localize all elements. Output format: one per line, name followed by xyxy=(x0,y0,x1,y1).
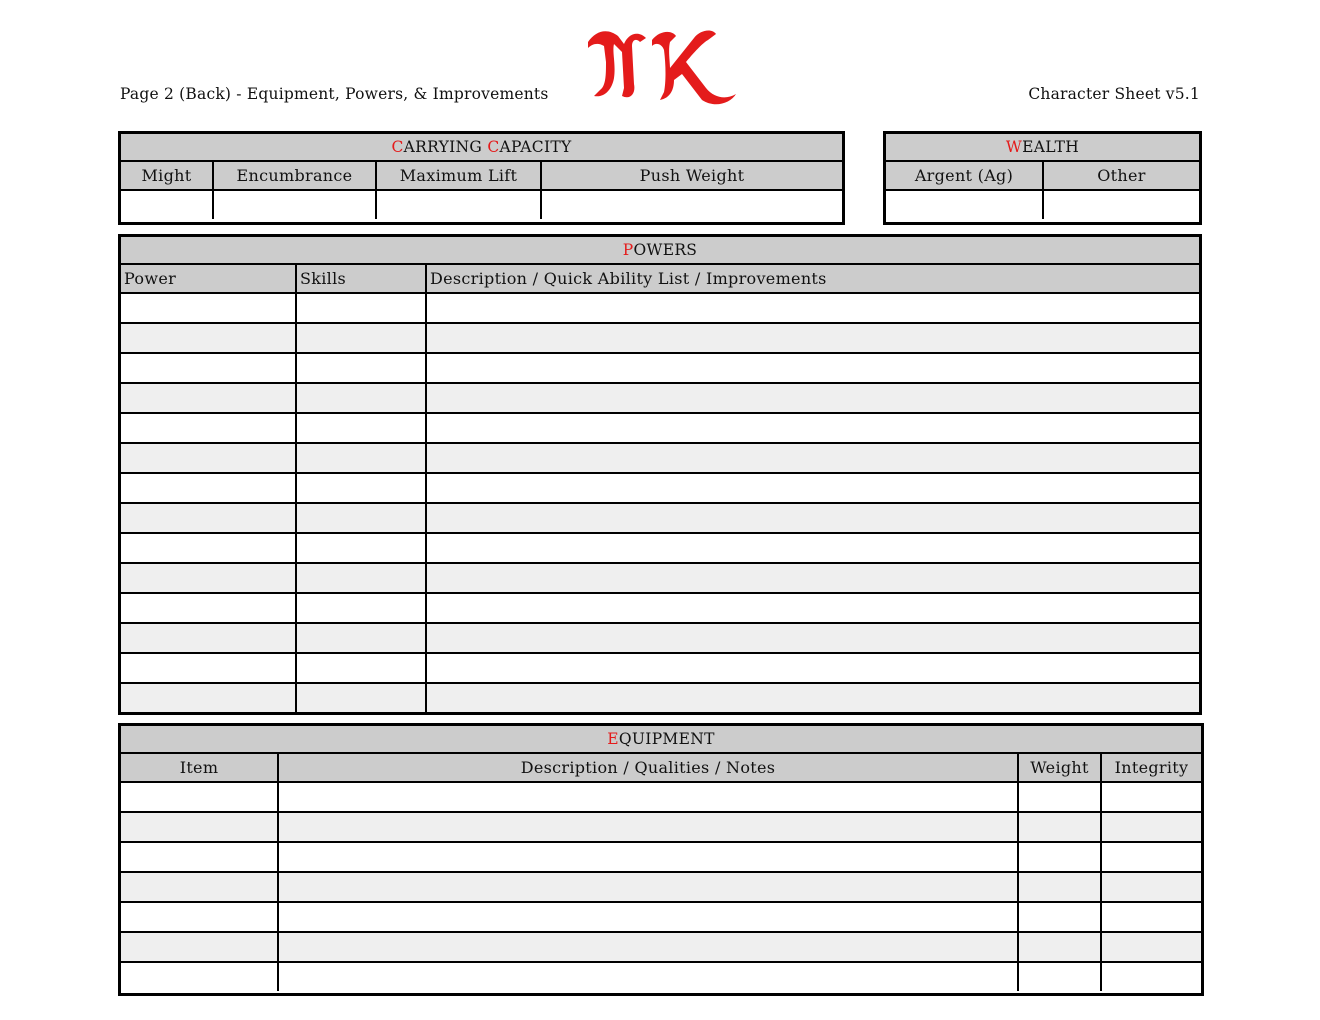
weight-cell[interactable] xyxy=(1018,812,1101,842)
col-encumbrance: Encumbrance xyxy=(213,161,376,190)
integrity-cell[interactable] xyxy=(1101,962,1201,991)
item-cell[interactable] xyxy=(121,902,278,932)
col-push-weight: Push Weight xyxy=(541,161,842,190)
power-cell[interactable] xyxy=(121,683,296,712)
other-wealth-field[interactable] xyxy=(1043,190,1199,219)
col-integrity: Integrity xyxy=(1101,753,1201,782)
carrying-capacity-section xyxy=(118,131,845,225)
table-row xyxy=(121,323,1199,353)
power-cell[interactable] xyxy=(121,623,296,653)
might-field[interactable] xyxy=(121,190,213,219)
push-weight-field[interactable] xyxy=(541,190,842,219)
table-row xyxy=(121,842,1201,872)
power-cell[interactable] xyxy=(121,443,296,473)
skills-cell[interactable] xyxy=(296,563,426,593)
equipment-description-cell[interactable] xyxy=(278,812,1018,842)
skills-cell[interactable] xyxy=(296,323,426,353)
power-description-cell[interactable] xyxy=(426,323,1199,353)
maximum-lift-field[interactable] xyxy=(376,190,541,219)
power-description-cell[interactable] xyxy=(426,293,1199,323)
skills-cell[interactable] xyxy=(296,533,426,563)
item-cell[interactable] xyxy=(121,932,278,962)
power-description-cell[interactable] xyxy=(426,413,1199,443)
powers-section xyxy=(118,234,1202,715)
carrying-capacity-title: CARRYING CAPACITY xyxy=(121,134,842,161)
table-row xyxy=(121,293,1199,323)
col-other: Other xyxy=(1043,161,1199,190)
item-cell[interactable] xyxy=(121,842,278,872)
item-cell[interactable] xyxy=(121,782,278,812)
table-row xyxy=(121,932,1201,962)
table-row xyxy=(121,533,1199,563)
power-cell[interactable] xyxy=(121,323,296,353)
col-maximum-lift: Maximum Lift xyxy=(376,161,541,190)
table-row xyxy=(121,683,1199,712)
table-row xyxy=(121,872,1201,902)
table-row xyxy=(121,503,1199,533)
power-description-cell[interactable] xyxy=(426,623,1199,653)
integrity-cell[interactable] xyxy=(1101,932,1201,962)
weight-cell[interactable] xyxy=(1018,932,1101,962)
col-skills: Skills xyxy=(296,264,426,293)
weight-cell[interactable] xyxy=(1018,902,1101,932)
item-cell[interactable] xyxy=(121,872,278,902)
weight-cell[interactable] xyxy=(1018,782,1101,812)
col-equipment-description: Description / Qualities / Notes xyxy=(278,753,1018,782)
table-row xyxy=(121,353,1199,383)
table-row xyxy=(121,812,1201,842)
skills-cell[interactable] xyxy=(296,653,426,683)
skills-cell[interactable] xyxy=(296,683,426,712)
equipment-title: EQUIPMENT xyxy=(121,726,1201,753)
wealth-section xyxy=(883,131,1202,225)
power-description-cell[interactable] xyxy=(426,533,1199,563)
skills-cell[interactable] xyxy=(296,353,426,383)
powers-title: POWERS xyxy=(121,237,1199,264)
power-description-cell[interactable] xyxy=(426,563,1199,593)
equipment-section xyxy=(118,723,1204,996)
power-description-cell[interactable] xyxy=(426,383,1199,413)
argent-field[interactable] xyxy=(886,190,1043,219)
power-cell[interactable] xyxy=(121,653,296,683)
skills-cell[interactable] xyxy=(296,623,426,653)
col-might: Might xyxy=(121,161,213,190)
equipment-description-cell[interactable] xyxy=(278,782,1018,812)
skills-cell[interactable] xyxy=(296,413,426,443)
equipment-description-cell[interactable] xyxy=(278,962,1018,991)
skills-cell[interactable] xyxy=(296,383,426,413)
encumbrance-field[interactable] xyxy=(213,190,376,219)
integrity-cell[interactable] xyxy=(1101,782,1201,812)
col-power: Power xyxy=(121,264,296,293)
table-row xyxy=(121,413,1199,443)
wealth-title: WEALTH xyxy=(886,134,1199,161)
power-cell[interactable] xyxy=(121,473,296,503)
table-row xyxy=(121,653,1199,683)
skills-cell[interactable] xyxy=(296,503,426,533)
item-cell[interactable] xyxy=(121,962,278,991)
table-row xyxy=(121,593,1199,623)
table-row xyxy=(121,782,1201,812)
sheet-version: Character Sheet v5.1 xyxy=(1028,85,1200,103)
power-description-cell[interactable] xyxy=(426,473,1199,503)
col-item: Item xyxy=(121,753,278,782)
power-cell[interactable] xyxy=(121,503,296,533)
table-row xyxy=(121,962,1201,991)
mk-logo xyxy=(578,22,742,106)
col-argent: Argent (Ag) xyxy=(886,161,1043,190)
skills-cell[interactable] xyxy=(296,473,426,503)
table-row xyxy=(121,473,1199,503)
integrity-cell[interactable] xyxy=(1101,842,1201,872)
power-cell[interactable] xyxy=(121,563,296,593)
equipment-description-cell[interactable] xyxy=(278,932,1018,962)
integrity-cell[interactable] xyxy=(1101,902,1201,932)
weight-cell[interactable] xyxy=(1018,842,1101,872)
power-cell[interactable] xyxy=(121,383,296,413)
power-cell[interactable] xyxy=(121,353,296,383)
table-row xyxy=(121,443,1199,473)
table-row xyxy=(121,563,1199,593)
power-description-cell[interactable] xyxy=(426,683,1199,712)
table-row xyxy=(121,383,1199,413)
weight-cell[interactable] xyxy=(1018,872,1101,902)
power-description-cell[interactable] xyxy=(426,503,1199,533)
table-row xyxy=(121,902,1201,932)
item-cell[interactable] xyxy=(121,812,278,842)
power-description-cell[interactable] xyxy=(426,593,1199,623)
power-cell[interactable] xyxy=(121,533,296,563)
skills-cell[interactable] xyxy=(296,593,426,623)
equipment-description-cell[interactable] xyxy=(278,872,1018,902)
power-description-cell[interactable] xyxy=(426,353,1199,383)
integrity-cell[interactable] xyxy=(1101,872,1201,902)
integrity-cell[interactable] xyxy=(1101,812,1201,842)
table-row xyxy=(121,623,1199,653)
power-description-cell[interactable] xyxy=(426,653,1199,683)
power-cell[interactable] xyxy=(121,593,296,623)
equipment-description-cell[interactable] xyxy=(278,842,1018,872)
col-power-description: Description / Quick Ability List / Improvements xyxy=(426,264,1199,293)
skills-cell[interactable] xyxy=(296,443,426,473)
power-cell[interactable] xyxy=(121,413,296,443)
power-cell[interactable] xyxy=(121,293,296,323)
equipment-description-cell[interactable] xyxy=(278,902,1018,932)
weight-cell[interactable] xyxy=(1018,962,1101,991)
col-weight: Weight xyxy=(1018,753,1101,782)
page-subtitle: Page 2 (Back) - Equipment, Powers, & Improvements xyxy=(120,85,549,103)
skills-cell[interactable] xyxy=(296,293,426,323)
power-description-cell[interactable] xyxy=(426,443,1199,473)
